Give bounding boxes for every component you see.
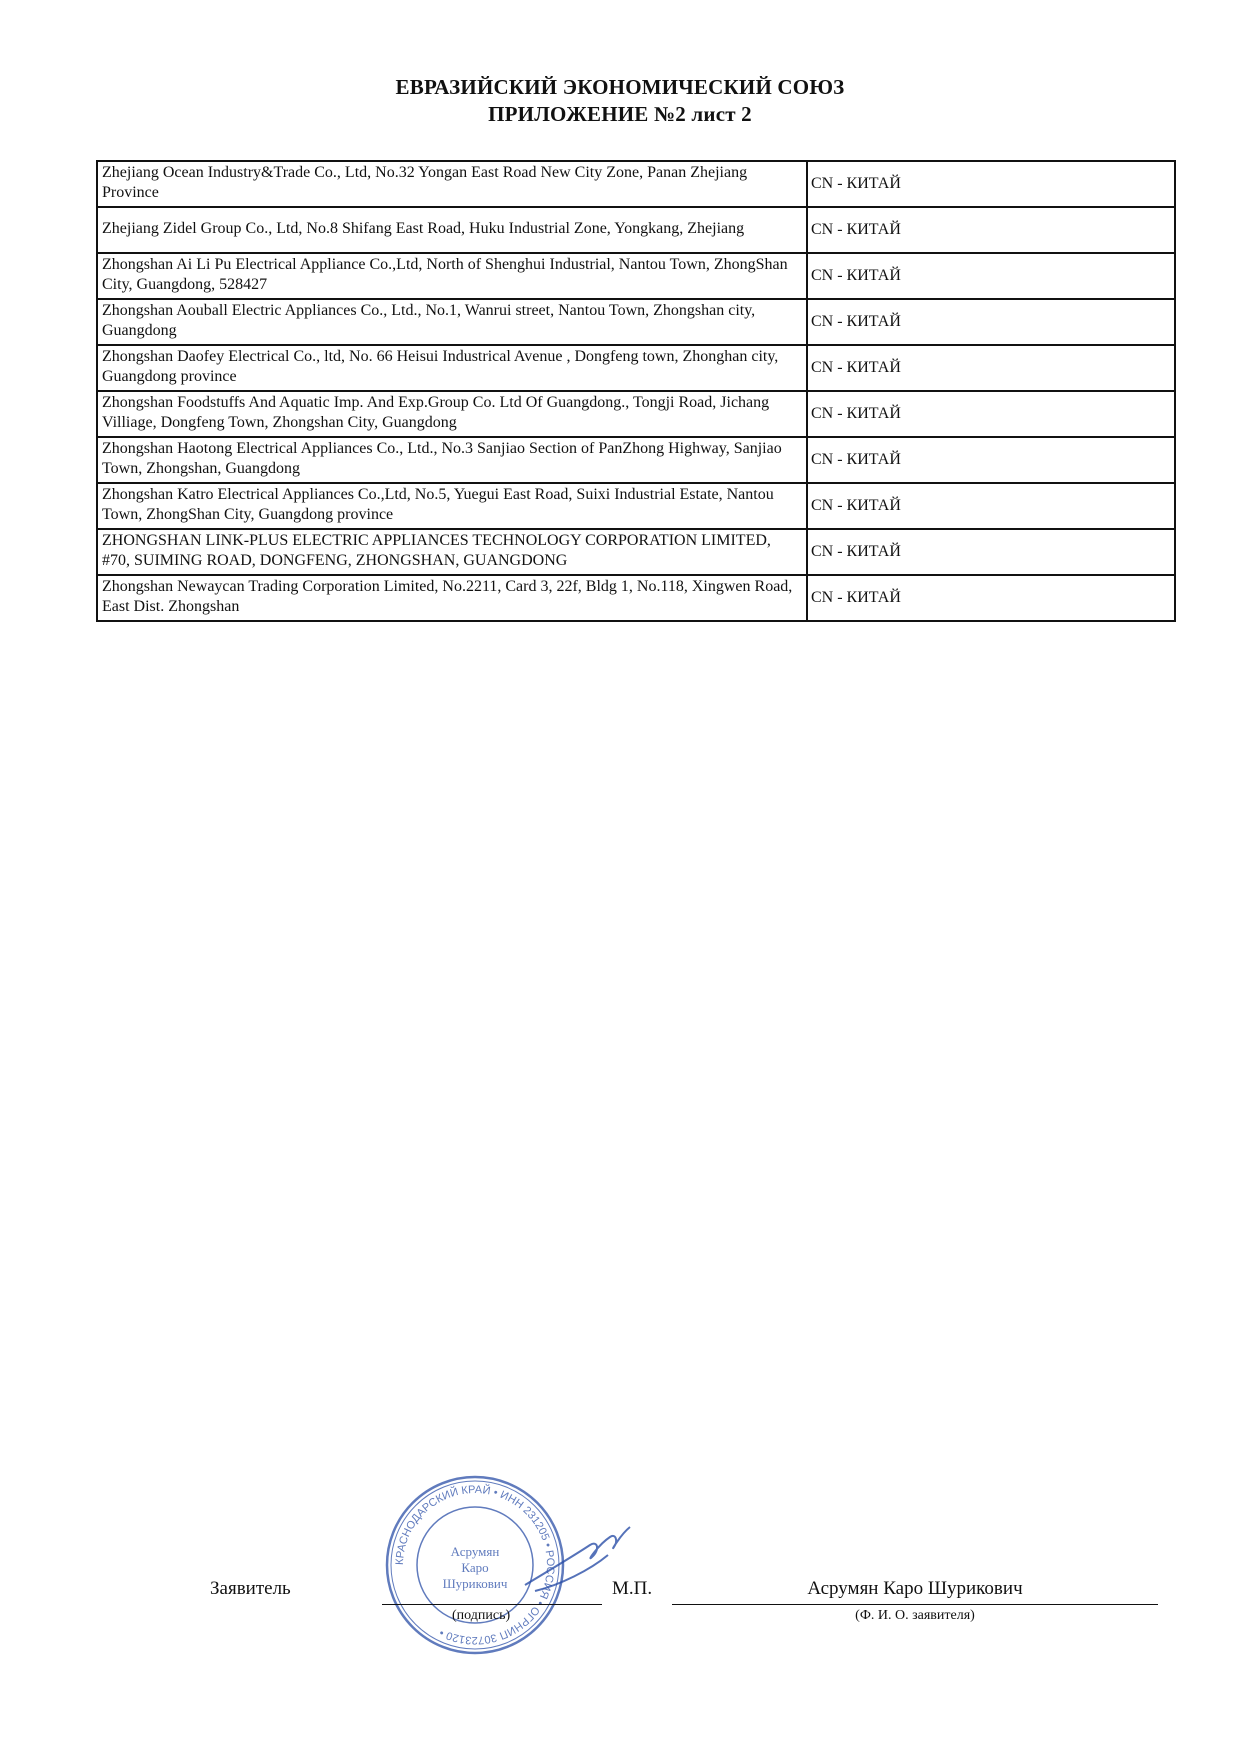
table-row — [97, 207, 1175, 253]
manufacturer-address: Zhejiang Ocean Industry&Trade Co., Ltd, No.32 Yongan East Road New City Zone, Panan Zhejiang Province — [97, 161, 807, 207]
manufacturer-country: CN - КИТАЙ — [807, 529, 1175, 575]
manufacturer-address: Zhongshan Foodstuffs And Aquatic Imp. And Exp.Group Co. Ltd Of Guangdong., Tongji Road, Jichang Villiage, Dongfeng Town, Zhongshan City, Guangdong — [97, 391, 807, 437]
table-row — [97, 575, 1175, 621]
manufacturer-address: Zhongshan Ai Li Pu Electrical Appliance Co.,Ltd, North of Shenghui Industrial, Nantou Town, ZhongShan City, Guangdong, 528427 — [97, 253, 807, 299]
manufacturer-country: CN - КИТАЙ — [807, 345, 1175, 391]
appendix-title: ПРИЛОЖЕНИЕ №2 лист 2 — [488, 102, 752, 126]
applicant-label: Заявитель — [210, 1578, 291, 1599]
stamp-center-line1: Асрумян — [450, 1544, 500, 1559]
applicant-name: Асрумян Каро Шурикович — [807, 1578, 1023, 1599]
manufacturers-table — [96, 160, 1176, 622]
manufacturer-country: CN - КИТАЙ — [807, 575, 1175, 621]
table-row — [97, 437, 1175, 483]
manufacturer-country: CN - КИТАЙ — [807, 483, 1175, 529]
manufacturer-address: Zhongshan Haotong Electrical Appliances Co., Ltd., No.3 Sanjiao Section of PanZhong Highway, Sanjiao Town, Zhongshan, Guangdong — [97, 437, 807, 483]
seal-label: М.П. — [612, 1578, 653, 1599]
signature-block — [0, 1570, 1240, 1690]
manufacturer-country: CN - КИТАЙ — [807, 391, 1175, 437]
document-header — [0, 74, 1240, 128]
signature-hint: (подпись) — [452, 1608, 511, 1623]
manufacturer-address: Zhejiang Zidel Group Co., Ltd, No.8 Shifang East Road, Huku Industrial Zone, Yongkang, Zhejiang — [97, 207, 807, 253]
table-row — [97, 483, 1175, 529]
signature-line — [382, 1604, 602, 1605]
manufacturer-country: CN - КИТАЙ — [807, 437, 1175, 483]
manufacturer-address: ZHONGSHAN LINK-PLUS ELECTRIC APPLIANCES TECHNOLOGY CORPORATION LIMITED, #70, SUIMING ROAD, DONGFENG, ZHONGSHAN, GUANGDONG — [97, 529, 807, 575]
name-line — [672, 1604, 1158, 1605]
manufacturer-address: Zhongshan Newaycan Trading Corporation Limited, No.2211, Card 3, 22f, Bldg 1, No.118, Xingwen Road, East Dist. Zhongshan — [97, 575, 807, 621]
name-hint: (Ф. И. О. заявителя) — [855, 1608, 975, 1623]
table-row — [97, 161, 1175, 207]
manufacturer-country: CN - КИТАЙ — [807, 207, 1175, 253]
table-row — [97, 529, 1175, 575]
table-row — [97, 299, 1175, 345]
union-title: ЕВРАЗИЙСКИЙ ЭКОНОМИЧЕСКИЙ СОЮЗ — [395, 75, 845, 99]
manufacturer-address: Zhongshan Daofey Electrical Co., ltd, No. 66 Heisui Industrical Avenue , Dongfeng town, Zhonghan city, Guangdong province — [97, 345, 807, 391]
table-row — [97, 391, 1175, 437]
manufacturer-country: CN - КИТАЙ — [807, 161, 1175, 207]
manufacturer-address: Zhongshan Aouball Electric Appliances Co., Ltd., No.1, Wanrui street, Nantou Town, Zhongshan city, Guangdong — [97, 299, 807, 345]
stamp-ring-text: КРАСНОДАРСКИЙ КРАЙ • ИНН 231205 • РОССИЯ • ОГРНИП 30723120 • — [393, 1483, 557, 1647]
stamp-center-line2: Каро — [461, 1560, 489, 1575]
manufacturer-address: Zhongshan Katro Electrical Appliances Co.,Ltd, No.5, Yuegui East Road, Suixi Industrial Estate, Nantou Town, ZhongShan City, Guangdong province — [97, 483, 807, 529]
table-row — [97, 253, 1175, 299]
table-row — [97, 345, 1175, 391]
manufacturer-country: CN - КИТАЙ — [807, 299, 1175, 345]
stamp-center-line3: Шурикович — [442, 1576, 508, 1591]
manufacturer-country: CN - КИТАЙ — [807, 253, 1175, 299]
